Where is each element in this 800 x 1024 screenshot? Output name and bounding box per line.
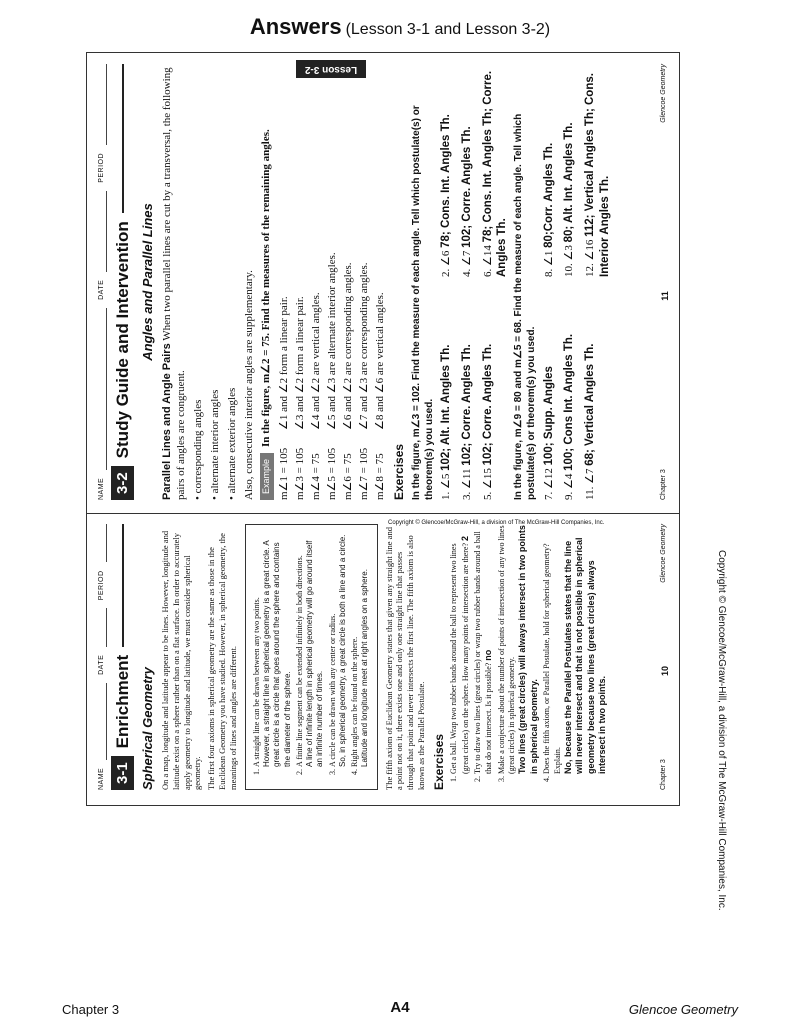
exercise-q: 8. ∠1 [542, 250, 555, 277]
page-footer [660, 524, 672, 790]
exercise-item [481, 64, 510, 277]
name-date-period [98, 524, 107, 790]
exercise-q: Try to draw two lines (great circles) or wrap two rubber bands around a ball that do not intersect. Is it possible? [473, 531, 494, 774]
axiom-text: A straight line can be drawn between any two points. [251, 597, 261, 767]
example-tag: Example [260, 453, 274, 500]
section-paragraph [160, 64, 188, 500]
exercise-q: 12. ∠16 [584, 239, 597, 277]
name-date-period [98, 64, 107, 500]
measure-row [309, 64, 323, 500]
exercise-q: 4. ∠7 [461, 250, 474, 277]
name-label: NAME [98, 767, 105, 790]
measure: m∠5 = 105 [326, 447, 339, 500]
footer-chapter: Chapter 3 [660, 759, 668, 790]
exercise-answer: 112; Vertical Angles Th; Cons. Interior Angles Th. [584, 73, 611, 277]
exercise-answer: 80;Corr. Angles Th. [542, 142, 555, 248]
exercise-q: 9. ∠4 [563, 473, 576, 500]
exercise-list [449, 524, 609, 790]
exercise-grid-1 [439, 64, 510, 500]
exercise-q: 6. ∠14 [481, 245, 494, 277]
footer-book: Glencoe Geometry [660, 64, 668, 123]
reason: ∠8 and ∠6 are vertical angles. [374, 292, 387, 430]
reason: ∠3 and ∠2 form a linear pair. [293, 296, 306, 430]
bullet-3: • alternate exterior angles [226, 387, 239, 500]
study-guide-page [92, 54, 678, 510]
bullet-text: alternate exterior angles [226, 387, 239, 494]
exercise-answer: 2 [459, 535, 470, 541]
exercise-item [497, 524, 541, 774]
exercise-q: 7. ∠12 [542, 468, 555, 500]
measure-row [341, 64, 355, 500]
side-copyright: Copyright © Glencoe/McGraw-Hill, a division of The McGraw-Hill Companies, Inc. [716, 550, 727, 911]
period-label: PERIOD [98, 152, 105, 183]
axiom-answer: So, in spherical geometry, a great circle is both a line and a circle. [337, 534, 347, 767]
example-prompt [259, 64, 274, 500]
footer-book: Glencoe Geometry [660, 524, 668, 583]
measure-list [277, 64, 388, 500]
axiom-text: A finite line segment can be extended infinitely in both directions. [294, 555, 304, 767]
header-title-bold: Answers [249, 14, 342, 39]
lesson-banner [111, 64, 134, 500]
section-heading: Parallel Lines and Angle Pairs [160, 343, 173, 500]
axiom-4 [350, 531, 370, 767]
reason: ∠1 and ∠2 form a linear pair. [277, 296, 290, 430]
exercise-item [583, 287, 612, 500]
exercise-q: 2. ∠6 [440, 250, 453, 277]
exercise-answer: 100; Cons Int. Angles Th. [563, 333, 576, 471]
measure-row [325, 64, 339, 500]
enrichment-page [92, 514, 678, 800]
supplementary-note: Also, consecutive interior angles are supplementary. [243, 270, 256, 500]
answers-header [0, 14, 800, 40]
footer-chapter: Chapter 3 [660, 469, 668, 500]
measure: m∠3 = 105 [293, 447, 306, 500]
measure-row [373, 64, 387, 500]
fifth-axiom-paragraph: The fifth axiom of Euclidean Geometry states that given any straight line and a point not on it, there exists one and only one straight line that passes through that point and never intersects the first line. The fifth axiom is also known as the Parallel Postulate. [383, 527, 427, 790]
example-text: In the figure, m∠2 = 75. Find the measures of the remaining angles. [260, 129, 273, 447]
exercise-item [542, 64, 557, 277]
lesson-title: Study Guide and Intervention [112, 221, 132, 459]
exercise-answer: 102; Corre. Angles Th. [461, 344, 474, 466]
exercise-item [449, 524, 471, 774]
axiom-answer: Latitude and longitude meet at right angles on a sphere. [360, 569, 370, 767]
footer-page-number: 10 [660, 666, 671, 677]
middle-copyright: Copyright © Glencoe/McGraw-Hill, a division of The McGraw-Hill Companies, Inc. [388, 520, 605, 526]
bullet-2: • alternate interior angles [209, 389, 222, 500]
measure-row [293, 64, 307, 500]
exercise-answer: 102; Corre. Angles Th. [481, 343, 494, 466]
exercise-answer: 78; Cons. Int. Angles Th. [440, 114, 453, 248]
footer-page-number: 11 [660, 291, 671, 301]
measure-row [357, 64, 371, 500]
exercise-answer: 102; Alt. Int. Angles Th. [440, 344, 453, 471]
axioms-box [245, 524, 378, 790]
lesson-title: Enrichment [112, 654, 132, 749]
exercises-title: Exercises [392, 443, 407, 500]
period-label: PERIOD [98, 570, 105, 601]
exercise-item [542, 287, 557, 500]
measure-row [277, 64, 291, 500]
header-title-rest: (Lesson 3-1 and Lesson 3-2) [345, 21, 551, 38]
exercise-answer: 68; Vertical Angles Th. [584, 343, 597, 466]
reason: ∠4 and ∠2 are vertical angles. [309, 292, 322, 430]
lesson-subtitle: Spherical Geometry [140, 667, 156, 790]
axiom-3 [328, 531, 348, 767]
exercise-q: 5. ∠15 [481, 468, 494, 500]
exercise-item [473, 524, 495, 774]
axiom-text: Right angles can be found on the sphere. [350, 636, 360, 767]
axiom-text: A circle can be drawn with any center or radius. [327, 613, 337, 767]
bullet-1: • corresponding angles [191, 399, 204, 500]
intro-paragraph-2: The first four axioms in spherical geometry are the same as those in the Euclidean Geometry you have studied. However, in spherical geometry, the meanings of lines and angles are different. [206, 533, 239, 790]
exercise-item [460, 64, 475, 277]
exercise-instructions-1: In the figure, m∠3 = 102. Find the measure of each angle. Tell which postulate(s) or theorem(s) you used. [410, 105, 435, 500]
axiom-1 [252, 531, 293, 767]
reason: ∠7 and ∠3 are corresponding angles. [358, 262, 371, 430]
exercise-answer: 78; Cons. Int. Angles Th; Corre. Angles Th. [481, 70, 509, 277]
measure: m∠4 = 75 [309, 453, 322, 500]
lesson-number: 3-2 [111, 466, 134, 500]
lesson-banner [111, 524, 134, 790]
reason: ∠6 and ∠2 are corresponding angles. [342, 262, 355, 430]
exercise-item [439, 64, 454, 277]
axiom-answer: A line of infinite length in spherical geometry will go around itself an infinite number of times. [305, 540, 325, 767]
reason: ∠5 and ∠3 are alternate interior angles. [326, 252, 339, 430]
bullet-text: corresponding angles [191, 399, 204, 494]
lesson-tab: Lesson 3-2 [296, 60, 366, 78]
lesson-subtitle: Angles and Parallel Lines [140, 203, 156, 361]
exercise-q: 10. ∠3 [563, 245, 576, 277]
page-footer [660, 64, 672, 500]
exercise-q: 3. ∠11 [461, 468, 474, 500]
measure: m∠8 = 75 [374, 453, 387, 500]
exercise-q: 11. ∠7 [584, 468, 597, 500]
exercise-answer: 80; Alt. Int. Angles Th. [563, 122, 576, 243]
exercise-answer: 102; Corre. Angles Th. [461, 126, 474, 248]
exercise-answer: No, because the Parallel Postulates states that the line will never intersect and that is not possible in spherical geometry because two lines (great circles) always intersect in two points. [562, 537, 608, 774]
bullet-text: alternate interior angles [209, 389, 222, 494]
exercise-item [460, 287, 475, 500]
exercise-q: Does the fifth axiom, or Parallel Postulate, hold for spherical geometry? Explain. [542, 543, 562, 774]
footer-book-main: Glencoe Geometry [628, 1002, 738, 1017]
measure: m∠1 = 105 [277, 447, 290, 500]
exercise-answer: 100; Supp. Angles [542, 366, 555, 466]
exercises-title: Exercises [432, 733, 447, 790]
exercise-grid-2 [542, 64, 613, 500]
date-label: DATE [98, 654, 105, 675]
exercise-item [562, 64, 577, 277]
measure: m∠6 = 75 [342, 453, 355, 500]
axiom-2 [295, 531, 326, 767]
lesson-number: 3-1 [111, 756, 134, 790]
exercise-item [583, 64, 612, 277]
date-label: DATE [98, 279, 105, 300]
exercise-q: Make a conjecture about the number of points of intersection of any two lines (great circles) in spherical geometry. [496, 525, 517, 774]
section-text: When two parallel lines are cut by a transversal, the following pairs of angles are congruent. [160, 67, 187, 500]
exercise-answer: Two lines (great circles) will always intersect in two points in spherical geometry. [517, 525, 539, 774]
measure: m∠7 = 105 [358, 447, 371, 500]
name-label: NAME [98, 477, 105, 500]
exercise-q: Get a ball. Wrap two rubber bands around the ball to represent two lines (great circles) on the sphere. How many points of intersection are there? [449, 542, 470, 774]
exercise-instructions-2: In the figure, m∠9 = 80 and m∠5 = 68. Find the measure of each angle. Tell which postulate(s) or theorem(s) you used. [513, 113, 537, 500]
exercise-item [439, 287, 454, 500]
intro-paragraph-1: On a map, longitude and latitude appear to be lines. However, longitude and latitude exist on a sphere rather than on a flat surface. In order to accurately apply geometry to longitude and latitude, we must consider spherical geometry. [159, 530, 203, 790]
exercise-item [562, 287, 577, 500]
footer-page-code: A4 [390, 999, 410, 1016]
footer-chapter-main: Chapter 3 [62, 1002, 120, 1017]
exercise-answer: no [483, 649, 494, 661]
axiom-answer: However, a straight line in spherical geometry is a great circle. A great circle is a circle that goes around the sphere and contains the diameter of the sphere. [262, 540, 292, 767]
exercise-item [481, 287, 510, 500]
exercise-q: 1. ∠5 [440, 473, 453, 500]
exercise-item [542, 524, 609, 774]
